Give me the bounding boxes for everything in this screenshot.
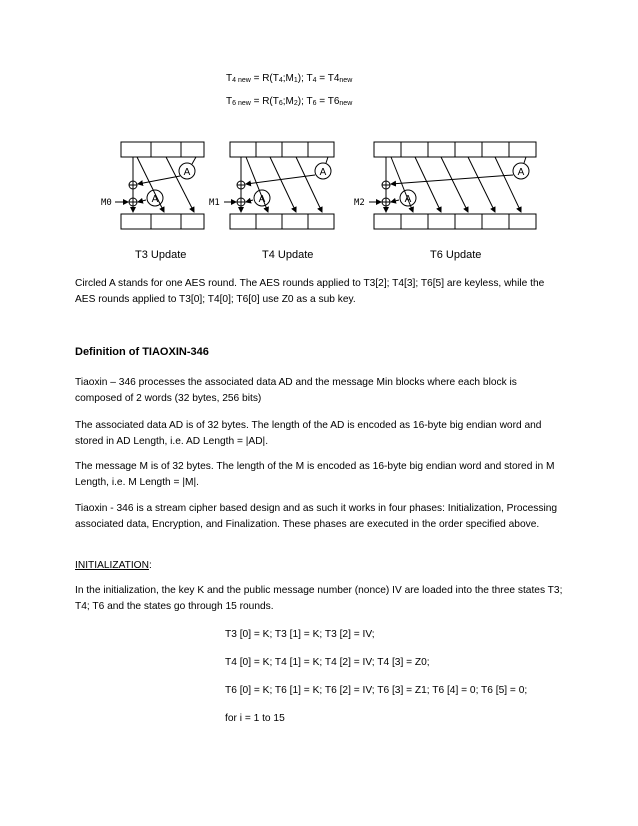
caption-t6: T6 Update <box>430 249 482 261</box>
init-heading: INITIALIZATION <box>75 560 149 571</box>
state-update-diagram <box>0 0 638 270</box>
aes-label: A <box>258 194 266 205</box>
init-loop: for i = 1 to 15 <box>225 713 285 724</box>
init-equation-t3: T3 [0] = K; T3 [1] = K; T3 [2] = IV; <box>225 629 375 640</box>
caption-t4: T4 Update <box>262 249 314 261</box>
paragraph-4: Tiaoxin - 346 is a stream cipher based design and as such it works in four phases: Initialization, Processing associated data, Encryption, and Finalization. These phases are executed in the order specified above. <box>75 503 558 530</box>
equation-t4-update: $T_{4 new}$ = $R(T_4;M_1)$; $T_4 = T4_{new}$ <box>226 73 353 84</box>
definition-heading: Definition of TIAOXIN-346 <box>75 346 209 358</box>
paragraph-2: The associated data AD is of 32 bytes. The length of the AD is encoded as 16-byte big endian word and stored in AD Length, i.e. AD Length = |AD|. <box>75 420 542 447</box>
t4-update-diagram <box>224 142 334 229</box>
aes-label: A <box>404 194 412 205</box>
aes-label: A <box>151 194 159 205</box>
aes-label: A <box>517 167 525 178</box>
init-equation-t6: T6 [0] = K; T6 [1] = K; T6 [2] = IV; T6 [3] = Z1; T6 [4] = 0; T6 [5] = 0; <box>225 685 528 696</box>
aes-label: A <box>183 167 191 178</box>
init-equation-t4: T4 [0] = K; T4 [1] = K; T4 [2] = IV; T4 [3] = Z0; <box>225 657 430 668</box>
init-heading-line: INITIALIZATION: <box>75 560 152 571</box>
aes-label: A <box>319 167 327 178</box>
equation-t6-update: $T_{6 new}$ = $R(T_6;M_2)$; $T_6 = T6_{new}$ <box>226 96 353 107</box>
t3-update-diagram <box>115 142 204 229</box>
aes-note: Circled A stands for one AES round. The AES rounds applied to T3[2]; T4[3]; T6[5] are keyless, while the AES rounds applied to T3[0]; T4[0]; T6[0] use Z0 as a sub key. <box>75 278 545 305</box>
paragraph-3: The message M is of 32 bytes. The length of the M is encoded as 16-byte big endian word and stored in M Length, i.e. M Length = |M|. <box>75 461 555 488</box>
t6-update-diagram <box>369 142 536 229</box>
caption-t3: T3 Update <box>135 249 187 261</box>
paragraph-1: Tiaoxin – 346 processes the associated data AD and the message Min blocks where each block is composed of 2 words (32 bytes, 256 bits) <box>75 377 517 404</box>
input-label-m0: M0 <box>101 198 112 208</box>
paragraph-5: In the initialization, the key K and the public message number (nonce) IV are loaded into the three states T3; T4; T6 and the states go through 15 rounds. <box>75 585 563 612</box>
input-label-m1: M1 <box>209 198 220 208</box>
input-label-m2: M2 <box>354 198 365 208</box>
